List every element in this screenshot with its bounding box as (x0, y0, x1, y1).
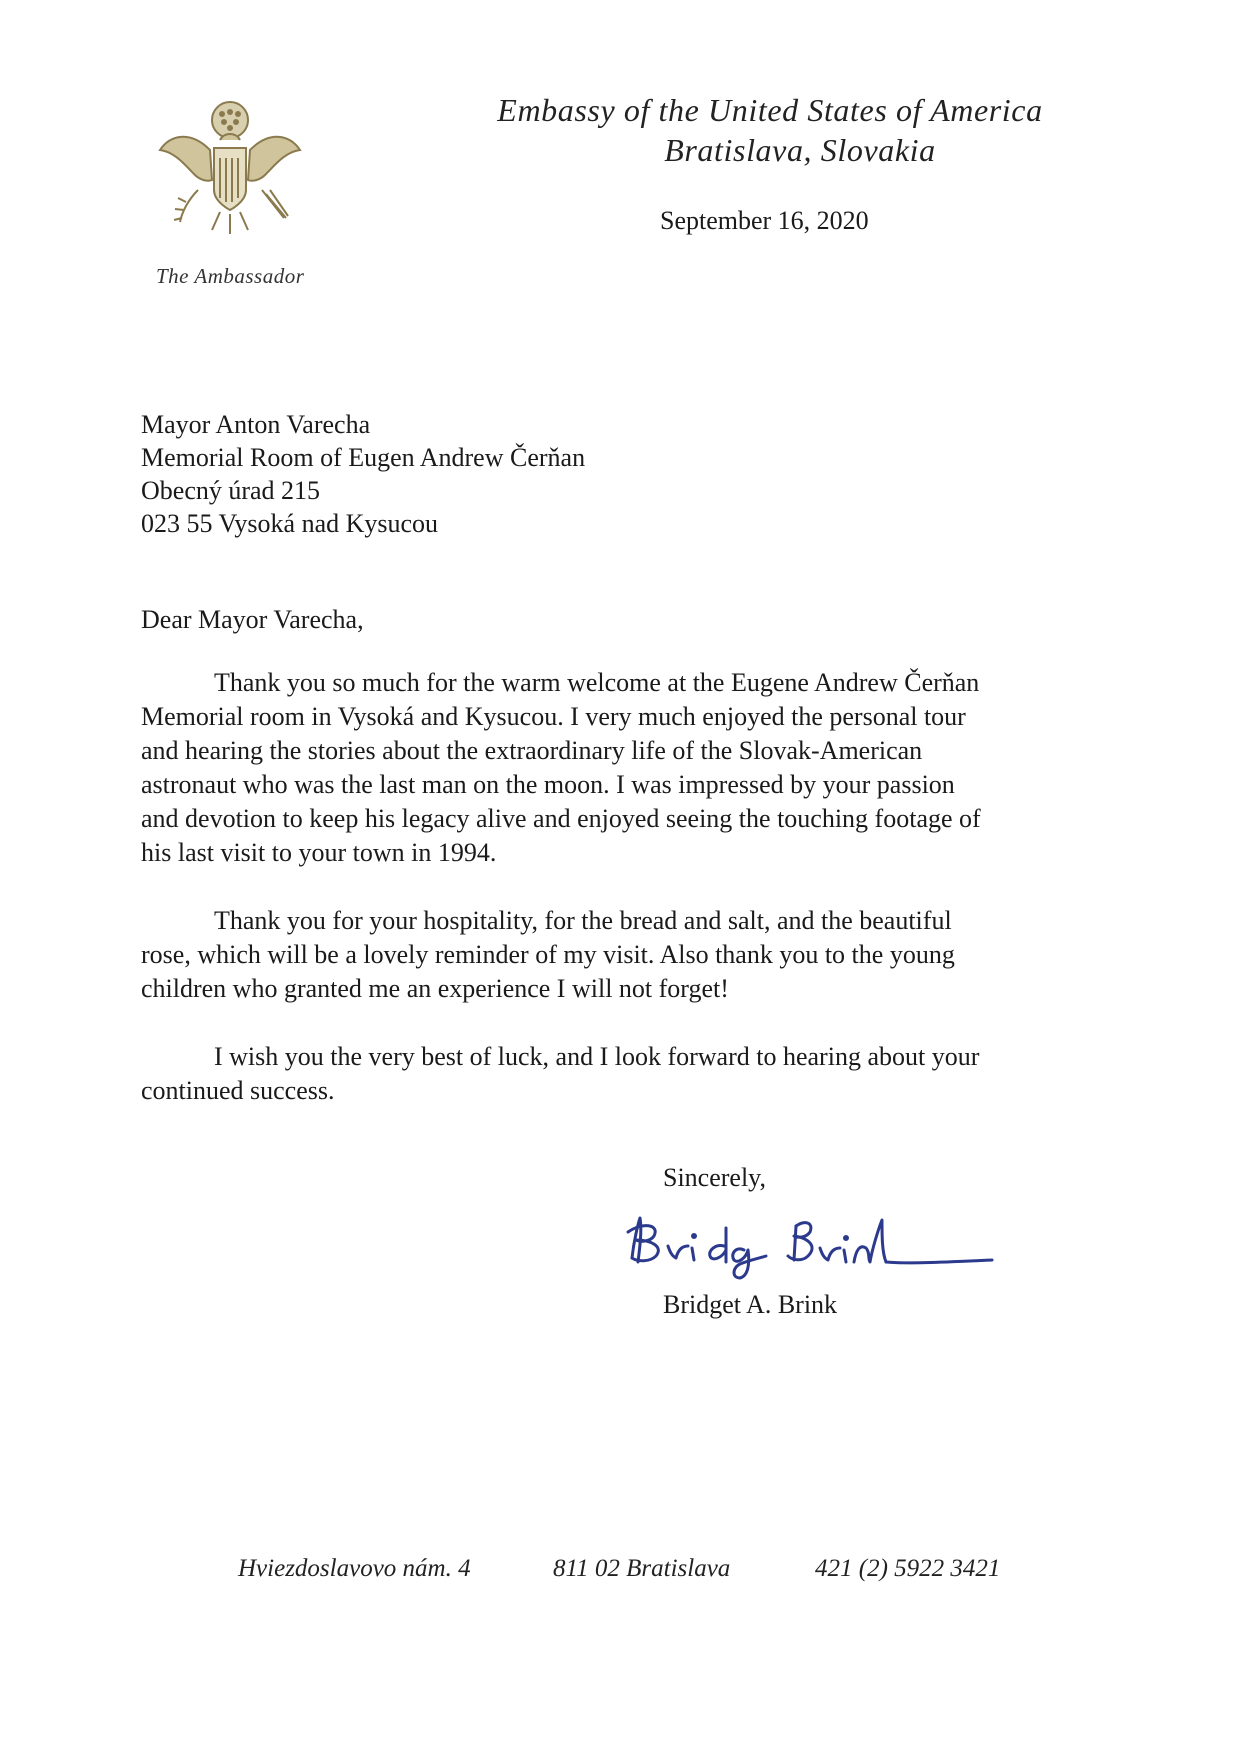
signer-name: Bridget A. Brink (663, 1290, 838, 1319)
letter-date: September 16, 2020 (660, 206, 869, 235)
paragraph-line: Thank you for your hospitality, for the bread and salt, and the beautiful (214, 906, 952, 935)
paragraph-line: Memorial room in Vysoká and Kysucou. I very much enjoyed the personal tour (141, 702, 966, 731)
handwritten-signature (620, 1210, 1000, 1280)
paragraph (141, 666, 1081, 870)
salutation: Dear Mayor Varecha, (141, 605, 364, 634)
letter-body (141, 666, 1081, 1142)
great-seal-eagle-icon (150, 90, 310, 240)
footer-phone: 421 (2) 5922 3421 (815, 1555, 1001, 1582)
paragraph-line: his last visit to your town in 1994. (141, 838, 497, 867)
embassy-letterhead (480, 90, 1060, 170)
embassy-location: Bratislava, Slovakia (664, 132, 936, 168)
paragraph (141, 904, 1081, 1006)
paragraph-line: Thank you so much for the warm welcome at the Eugene Andrew Čerňan (214, 668, 980, 697)
recipient-organization: Memorial Room of Eugen Andrew Čerňan (141, 443, 586, 472)
paragraph (141, 1040, 1081, 1108)
paragraph-line: children who granted me an experience I will not forget! (141, 974, 729, 1003)
embassy-name: Embassy of the United States of America (497, 92, 1043, 128)
paragraph-line: and devotion to keep his legacy alive and enjoyed seeing the touching footage of (141, 804, 981, 833)
footer-postal: 811 02 Bratislava (553, 1555, 731, 1582)
recipient-address (141, 408, 585, 540)
ambassador-title: The Ambassador (156, 264, 305, 288)
paragraph-line: I wish you the very best of luck, and I look forward to hearing about your (214, 1042, 980, 1071)
paragraph-line: and hearing the stories about the extraordinary life of the Slovak-American (141, 736, 923, 765)
paragraph-line: continued success. (141, 1076, 335, 1105)
recipient-name: Mayor Anton Varecha (141, 410, 371, 439)
recipient-city: 023 55 Vysoká nad Kysucou (141, 509, 439, 538)
footer-address: Hviezdoslavovo nám. 4 (238, 1555, 471, 1582)
paragraph-line: astronaut who was the last man on the moon. I was impressed by your passion (141, 770, 955, 799)
closing: Sincerely, (663, 1163, 766, 1192)
paragraph-line: rose, which will be a lovely reminder of my visit. Also thank you to the young (141, 940, 955, 969)
recipient-street: Obecný úrad 215 (141, 476, 321, 505)
